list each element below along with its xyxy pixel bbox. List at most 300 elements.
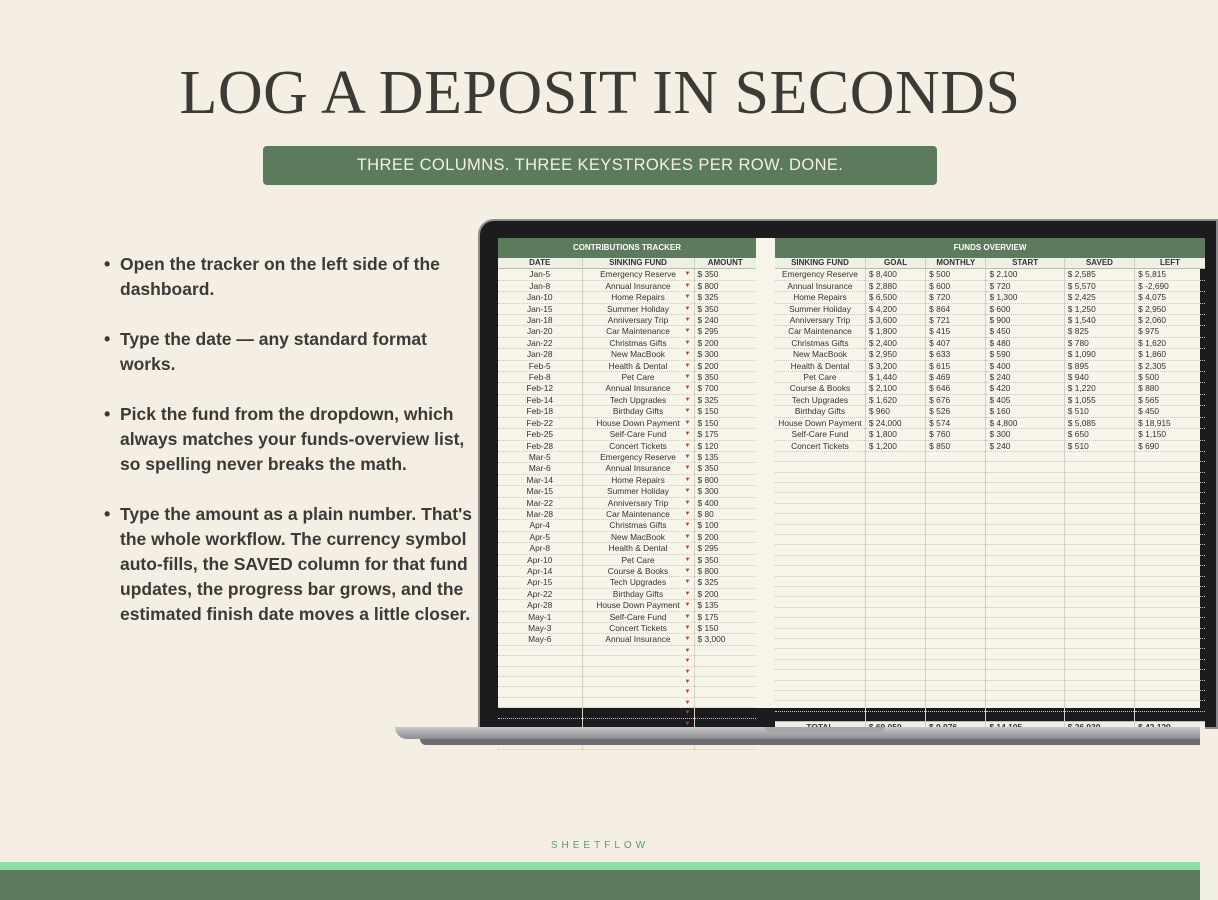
fund-dropdown-cell[interactable] [582,645,694,655]
fund-dropdown-cell[interactable]: Birthday Gifts ▼ [582,406,694,417]
date-cell[interactable]: Mar-6 [498,463,582,474]
fund-dropdown-cell[interactable]: Tech Upgrades ▼ [582,577,694,588]
date-cell[interactable]: May-3 [498,623,582,634]
amount-cell[interactable] [694,708,756,718]
monthly-cell[interactable]: $ 600 [926,280,986,291]
left-cell[interactable] [1135,462,1205,472]
saved-cell[interactable]: $ 1,250 [1064,303,1134,314]
date-cell[interactable]: Mar-28 [498,508,582,519]
goal-cell[interactable] [865,483,925,493]
monthly-cell[interactable] [926,462,986,472]
date-cell[interactable]: May-1 [498,611,582,622]
start-cell[interactable] [986,680,1064,690]
monthly-cell[interactable] [926,701,986,711]
monthly-cell[interactable] [926,586,986,596]
amount-cell[interactable]: $ 150 [694,406,756,417]
date-cell[interactable]: Jan-18 [498,315,582,326]
saved-cell[interactable] [1064,618,1134,628]
saved-cell[interactable]: $ 510 [1064,440,1134,451]
saved-cell[interactable] [1064,566,1134,576]
date-cell[interactable]: Mar-14 [498,474,582,485]
amount-cell[interactable] [694,656,756,666]
left-cell[interactable]: $ 2,950 [1135,303,1205,314]
date-cell[interactable] [498,656,582,666]
left-cell[interactable]: $ 1,150 [1135,429,1205,440]
left-cell[interactable] [1135,586,1205,596]
dropdown-arrow-icon[interactable]: ▼ [684,545,691,552]
date-cell[interactable] [498,697,582,707]
monthly-cell[interactable] [926,618,986,628]
fund-dropdown-cell[interactable]: Home Repairs ▼ [582,474,694,485]
dropdown-arrow-icon[interactable]: ▼ [684,351,691,358]
goal-cell[interactable] [865,659,925,669]
fund-name-cell[interactable]: Christmas Gifts [775,337,865,348]
fund-dropdown-cell[interactable] [582,687,694,697]
start-cell[interactable] [986,524,1064,534]
start-cell[interactable]: $ 405 [986,394,1064,405]
amount-cell[interactable]: $ 350 [694,372,756,383]
fund-dropdown-cell[interactable] [582,708,694,718]
saved-cell[interactable]: $ 5,085 [1064,417,1134,428]
goal-cell[interactable] [865,597,925,607]
saved-cell[interactable] [1064,555,1134,565]
goal-cell[interactable]: $ 24,000 [865,417,925,428]
left-cell[interactable]: $ 2,305 [1135,360,1205,371]
left-cell[interactable] [1135,638,1205,648]
monthly-cell[interactable] [926,483,986,493]
dropdown-arrow-icon[interactable]: ▼ [684,720,691,727]
fund-name-cell[interactable] [775,607,865,617]
dropdown-arrow-icon[interactable]: ▼ [684,476,691,483]
goal-cell[interactable] [865,690,925,700]
fund-dropdown-cell[interactable]: Emergency Reserve ▼ [582,269,694,280]
saved-cell[interactable]: $ 1,540 [1064,315,1134,326]
monthly-cell[interactable] [926,566,986,576]
fund-dropdown-cell[interactable]: Annual Insurance ▼ [582,383,694,394]
amount-cell[interactable] [694,645,756,655]
goal-cell[interactable]: $ 1,440 [865,372,925,383]
amount-cell[interactable]: $ 400 [694,497,756,508]
start-cell[interactable] [986,514,1064,524]
start-cell[interactable] [986,628,1064,638]
fund-dropdown-cell[interactable]: Self-Care Fund ▼ [582,611,694,622]
amount-cell[interactable]: $ 700 [694,383,756,394]
fund-name-cell[interactable]: Summer Holiday [775,303,865,314]
monthly-cell[interactable]: $ 415 [926,326,986,337]
start-cell[interactable] [986,701,1064,711]
start-cell[interactable]: $ 160 [986,406,1064,417]
start-cell[interactable]: $ 240 [986,440,1064,451]
left-cell[interactable]: $ 4,075 [1135,292,1205,303]
fund-name-cell[interactable] [775,701,865,711]
left-cell[interactable]: $ 690 [1135,440,1205,451]
fund-dropdown-cell[interactable]: Self-Care Fund ▼ [582,429,694,440]
left-cell[interactable] [1135,607,1205,617]
goal-cell[interactable] [865,711,925,721]
saved-cell[interactable] [1064,503,1134,513]
amount-cell[interactable]: $ 325 [694,292,756,303]
saved-cell[interactable]: $ 2,425 [1064,292,1134,303]
fund-dropdown-cell[interactable]: Anniversary Trip ▼ [582,315,694,326]
amount-cell[interactable]: $ 325 [694,577,756,588]
dropdown-arrow-icon[interactable]: ▼ [684,636,691,643]
fund-name-cell[interactable] [775,462,865,472]
fund-name-cell[interactable]: Emergency Reserve [775,269,865,280]
fund-name-cell[interactable] [775,690,865,700]
monthly-cell[interactable]: $ 633 [926,349,986,360]
left-cell[interactable] [1135,597,1205,607]
left-cell[interactable]: $ -2,690 [1135,280,1205,291]
goal-cell[interactable] [865,586,925,596]
date-cell[interactable]: Apr-10 [498,554,582,565]
left-cell[interactable] [1135,649,1205,659]
dropdown-arrow-icon[interactable]: ▼ [684,579,691,586]
fund-dropdown-cell[interactable] [582,697,694,707]
start-cell[interactable]: $ 720 [986,280,1064,291]
saved-cell[interactable] [1064,514,1134,524]
goal-cell[interactable] [865,680,925,690]
amount-cell[interactable]: $ 295 [694,543,756,554]
goal-cell[interactable] [865,524,925,534]
dropdown-arrow-icon[interactable]: ▼ [684,499,691,506]
left-cell[interactable]: $ 500 [1135,372,1205,383]
monthly-cell[interactable] [926,503,986,513]
date-cell[interactable]: Feb-28 [498,440,582,451]
fund-name-cell[interactable]: New MacBook [775,349,865,360]
monthly-cell[interactable]: $ 500 [926,269,986,280]
goal-cell[interactable]: $ 1,800 [865,326,925,337]
fund-dropdown-cell[interactable]: Christmas Gifts ▼ [582,520,694,531]
monthly-cell[interactable]: $ 469 [926,372,986,383]
left-cell[interactable]: $ 1,620 [1135,337,1205,348]
amount-cell[interactable] [694,666,756,676]
fund-name-cell[interactable]: Self-Care Fund [775,429,865,440]
fund-name-cell[interactable]: Course & Books [775,383,865,394]
monthly-cell[interactable] [926,493,986,503]
date-cell[interactable]: Jan-8 [498,280,582,291]
fund-name-cell[interactable]: Tech Upgrades [775,394,865,405]
date-cell[interactable]: Apr-5 [498,531,582,542]
start-cell[interactable]: $ 1,300 [986,292,1064,303]
saved-cell[interactable] [1064,649,1134,659]
left-cell[interactable] [1135,503,1205,513]
monthly-cell[interactable] [926,649,986,659]
goal-cell[interactable]: $ 2,400 [865,337,925,348]
fund-dropdown-cell[interactable]: Annual Insurance ▼ [582,280,694,291]
date-cell[interactable]: Apr-15 [498,577,582,588]
goal-cell[interactable] [865,535,925,545]
amount-cell[interactable]: $ 120 [694,440,756,451]
goal-cell[interactable] [865,701,925,711]
saved-cell[interactable] [1064,680,1134,690]
monthly-cell[interactable] [926,711,986,721]
start-cell[interactable] [986,638,1064,648]
left-cell[interactable] [1135,670,1205,680]
goal-cell[interactable]: $ 1,620 [865,394,925,405]
saved-cell[interactable]: $ 2,585 [1064,269,1134,280]
fund-dropdown-cell[interactable]: Pet Care ▼ [582,554,694,565]
left-cell[interactable]: $ 450 [1135,406,1205,417]
saved-cell[interactable]: $ 650 [1064,429,1134,440]
fund-name-cell[interactable]: Health & Dental [775,360,865,371]
date-cell[interactable] [498,645,582,655]
goal-cell[interactable] [865,493,925,503]
goal-cell[interactable] [865,472,925,482]
saved-cell[interactable]: $ 1,090 [1064,349,1134,360]
saved-cell[interactable] [1064,524,1134,534]
start-cell[interactable] [986,493,1064,503]
fund-name-cell[interactable] [775,451,865,461]
dropdown-arrow-icon[interactable]: ▼ [684,294,691,301]
dropdown-arrow-icon[interactable]: ▼ [684,602,691,609]
date-cell[interactable]: Mar-22 [498,497,582,508]
fund-name-cell[interactable]: House Down Payment [775,417,865,428]
left-cell[interactable] [1135,451,1205,461]
left-cell[interactable]: $ 880 [1135,383,1205,394]
amount-cell[interactable]: $ 300 [694,349,756,360]
goal-cell[interactable] [865,576,925,586]
left-cell[interactable]: $ 18,915 [1135,417,1205,428]
date-cell[interactable]: Apr-22 [498,588,582,599]
saved-cell[interactable]: $ 780 [1064,337,1134,348]
left-cell[interactable] [1135,659,1205,669]
date-cell[interactable]: Feb-22 [498,417,582,428]
amount-cell[interactable]: $ 295 [694,326,756,337]
dropdown-arrow-icon[interactable]: ▼ [684,613,691,620]
start-cell[interactable] [986,618,1064,628]
fund-dropdown-cell[interactable]: Anniversary Trip ▼ [582,497,694,508]
date-cell[interactable]: Jan-15 [498,303,582,314]
fund-dropdown-cell[interactable]: Health & Dental ▼ [582,543,694,554]
dropdown-arrow-icon[interactable]: ▼ [684,442,691,449]
monthly-cell[interactable] [926,628,986,638]
goal-cell[interactable]: $ 2,880 [865,280,925,291]
amount-cell[interactable]: $ 800 [694,280,756,291]
amount-cell[interactable]: $ 800 [694,474,756,485]
date-cell[interactable]: Jan-10 [498,292,582,303]
fund-dropdown-cell[interactable]: Course & Books ▼ [582,565,694,576]
monthly-cell[interactable] [926,451,986,461]
start-cell[interactable] [986,462,1064,472]
monthly-cell[interactable] [926,690,986,700]
date-cell[interactable]: Feb-25 [498,429,582,440]
start-cell[interactable] [986,503,1064,513]
monthly-cell[interactable]: $ 615 [926,360,986,371]
dropdown-arrow-icon[interactable]: ▼ [684,710,691,717]
fund-dropdown-cell[interactable]: Annual Insurance ▼ [582,634,694,645]
left-cell[interactable]: $ 975 [1135,326,1205,337]
monthly-cell[interactable] [926,659,986,669]
amount-cell[interactable]: $ 175 [694,429,756,440]
amount-cell[interactable]: $ 325 [694,394,756,405]
dropdown-arrow-icon[interactable]: ▼ [684,658,691,665]
dropdown-arrow-icon[interactable]: ▼ [684,625,691,631]
dropdown-arrow-icon[interactable]: ▼ [684,419,691,426]
dropdown-arrow-icon[interactable]: ▼ [684,339,691,346]
monthly-cell[interactable] [926,597,986,607]
date-cell[interactable] [498,676,582,686]
date-cell[interactable]: Feb-14 [498,394,582,405]
start-cell[interactable] [986,566,1064,576]
amount-cell[interactable]: $ 300 [694,486,756,497]
left-cell[interactable]: $ 565 [1135,394,1205,405]
dropdown-arrow-icon[interactable]: ▼ [684,567,691,574]
left-cell[interactable] [1135,618,1205,628]
saved-cell[interactable] [1064,690,1134,700]
fund-name-cell[interactable]: Birthday Gifts [775,406,865,417]
monthly-cell[interactable]: $ 721 [926,315,986,326]
saved-cell[interactable] [1064,628,1134,638]
saved-cell[interactable] [1064,451,1134,461]
dropdown-arrow-icon[interactable]: ▼ [684,699,691,706]
monthly-cell[interactable]: $ 407 [926,337,986,348]
start-cell[interactable] [986,472,1064,482]
fund-dropdown-cell[interactable]: Car Maintenance ▼ [582,326,694,337]
left-cell[interactable] [1135,628,1205,638]
fund-name-cell[interactable] [775,472,865,482]
fund-dropdown-cell[interactable]: Concert Tickets ▼ [582,623,694,634]
fund-name-cell[interactable] [775,628,865,638]
monthly-cell[interactable] [926,680,986,690]
left-cell[interactable] [1135,514,1205,524]
amount-cell[interactable] [694,687,756,697]
start-cell[interactable]: $ 400 [986,360,1064,371]
fund-name-cell[interactable] [775,524,865,534]
fund-dropdown-cell[interactable]: Summer Holiday ▼ [582,486,694,497]
start-cell[interactable]: $ 590 [986,349,1064,360]
date-cell[interactable]: Feb-12 [498,383,582,394]
fund-dropdown-cell[interactable] [582,666,694,676]
dropdown-arrow-icon[interactable]: ▼ [684,385,691,392]
amount-cell[interactable]: $ 200 [694,588,756,599]
date-cell[interactable]: Apr-4 [498,520,582,531]
monthly-cell[interactable] [926,545,986,555]
goal-cell[interactable]: $ 6,500 [865,292,925,303]
goal-cell[interactable] [865,545,925,555]
dropdown-arrow-icon[interactable]: ▼ [684,522,691,529]
amount-cell[interactable]: $ 350 [694,463,756,474]
fund-dropdown-cell[interactable]: Pet Care ▼ [582,372,694,383]
dropdown-arrow-icon[interactable]: ▼ [684,465,691,472]
dropdown-arrow-icon[interactable]: ▼ [684,689,691,696]
start-cell[interactable] [986,451,1064,461]
monthly-cell[interactable]: $ 760 [926,429,986,440]
amount-cell[interactable]: $ 350 [694,303,756,314]
saved-cell[interactable]: $ 940 [1064,372,1134,383]
saved-cell[interactable]: $ 510 [1064,406,1134,417]
goal-cell[interactable] [865,451,925,461]
saved-cell[interactable] [1064,483,1134,493]
dropdown-arrow-icon[interactable]: ▼ [684,271,691,278]
start-cell[interactable] [986,597,1064,607]
left-cell[interactable]: $ 5,815 [1135,269,1205,280]
date-cell[interactable]: Jan-22 [498,337,582,348]
start-cell[interactable] [986,545,1064,555]
fund-name-cell[interactable] [775,680,865,690]
date-cell[interactable]: Feb-18 [498,406,582,417]
monthly-cell[interactable]: $ 676 [926,394,986,405]
amount-cell[interactable]: $ 100 [694,520,756,531]
start-cell[interactable] [986,483,1064,493]
monthly-cell[interactable]: $ 864 [926,303,986,314]
amount-cell[interactable]: $ 350 [694,554,756,565]
date-cell[interactable]: May-6 [498,634,582,645]
monthly-cell[interactable] [926,555,986,565]
monthly-cell[interactable]: $ 850 [926,440,986,451]
start-cell[interactable] [986,607,1064,617]
goal-cell[interactable]: $ 3,600 [865,315,925,326]
fund-name-cell[interactable]: Concert Tickets [775,440,865,451]
date-cell[interactable] [498,708,582,718]
fund-name-cell[interactable] [775,503,865,513]
dropdown-arrow-icon[interactable]: ▼ [684,533,691,540]
fund-name-cell[interactable]: Car Maintenance [775,326,865,337]
monthly-cell[interactable] [926,472,986,482]
amount-cell[interactable] [694,676,756,686]
fund-name-cell[interactable]: Annual Insurance [775,280,865,291]
goal-cell[interactable]: $ 1,800 [865,429,925,440]
fund-dropdown-cell[interactable]: House Down Payment ▼ [582,600,694,611]
left-cell[interactable] [1135,555,1205,565]
date-cell[interactable]: Apr-8 [498,543,582,554]
monthly-cell[interactable]: $ 646 [926,383,986,394]
dropdown-arrow-icon[interactable]: ▼ [684,374,691,381]
fund-dropdown-cell[interactable]: Home Repairs ▼ [582,292,694,303]
amount-cell[interactable]: $ 350 [694,269,756,280]
amount-cell[interactable]: $ 200 [694,337,756,348]
start-cell[interactable] [986,586,1064,596]
dropdown-arrow-icon[interactable]: ▼ [684,305,691,312]
goal-cell[interactable] [865,618,925,628]
goal-cell[interactable] [865,638,925,648]
fund-name-cell[interactable] [775,670,865,680]
fund-dropdown-cell[interactable]: Christmas Gifts ▼ [582,337,694,348]
goal-cell[interactable] [865,462,925,472]
dropdown-arrow-icon[interactable]: ▼ [684,396,691,403]
fund-dropdown-cell[interactable]: Summer Holiday ▼ [582,303,694,314]
fund-name-cell[interactable] [775,566,865,576]
fund-dropdown-cell[interactable]: Annual Insurance ▼ [582,463,694,474]
start-cell[interactable]: $ 450 [986,326,1064,337]
monthly-cell[interactable] [926,535,986,545]
left-cell[interactable]: $ 1,860 [1135,349,1205,360]
dropdown-arrow-icon[interactable]: ▼ [684,453,691,460]
date-cell[interactable]: Feb-5 [498,360,582,371]
monthly-cell[interactable]: $ 720 [926,292,986,303]
left-cell[interactable] [1135,524,1205,534]
left-cell[interactable] [1135,535,1205,545]
goal-cell[interactable] [865,628,925,638]
start-cell[interactable] [986,576,1064,586]
date-cell[interactable]: Jan-5 [498,269,582,280]
saved-cell[interactable] [1064,545,1134,555]
date-cell[interactable] [498,666,582,676]
dropdown-arrow-icon[interactable]: ▼ [684,590,691,597]
start-cell[interactable]: $ 240 [986,372,1064,383]
saved-cell[interactable] [1064,607,1134,617]
goal-cell[interactable] [865,514,925,524]
start-cell[interactable]: $ 480 [986,337,1064,348]
left-cell[interactable] [1135,701,1205,711]
fund-name-cell[interactable] [775,576,865,586]
left-cell[interactable] [1135,483,1205,493]
start-cell[interactable] [986,711,1064,721]
amount-cell[interactable] [694,697,756,707]
goal-cell[interactable] [865,566,925,576]
dropdown-arrow-icon[interactable]: ▼ [684,678,691,685]
date-cell[interactable]: Mar-5 [498,451,582,462]
fund-dropdown-cell[interactable]: New MacBook ▼ [582,531,694,542]
